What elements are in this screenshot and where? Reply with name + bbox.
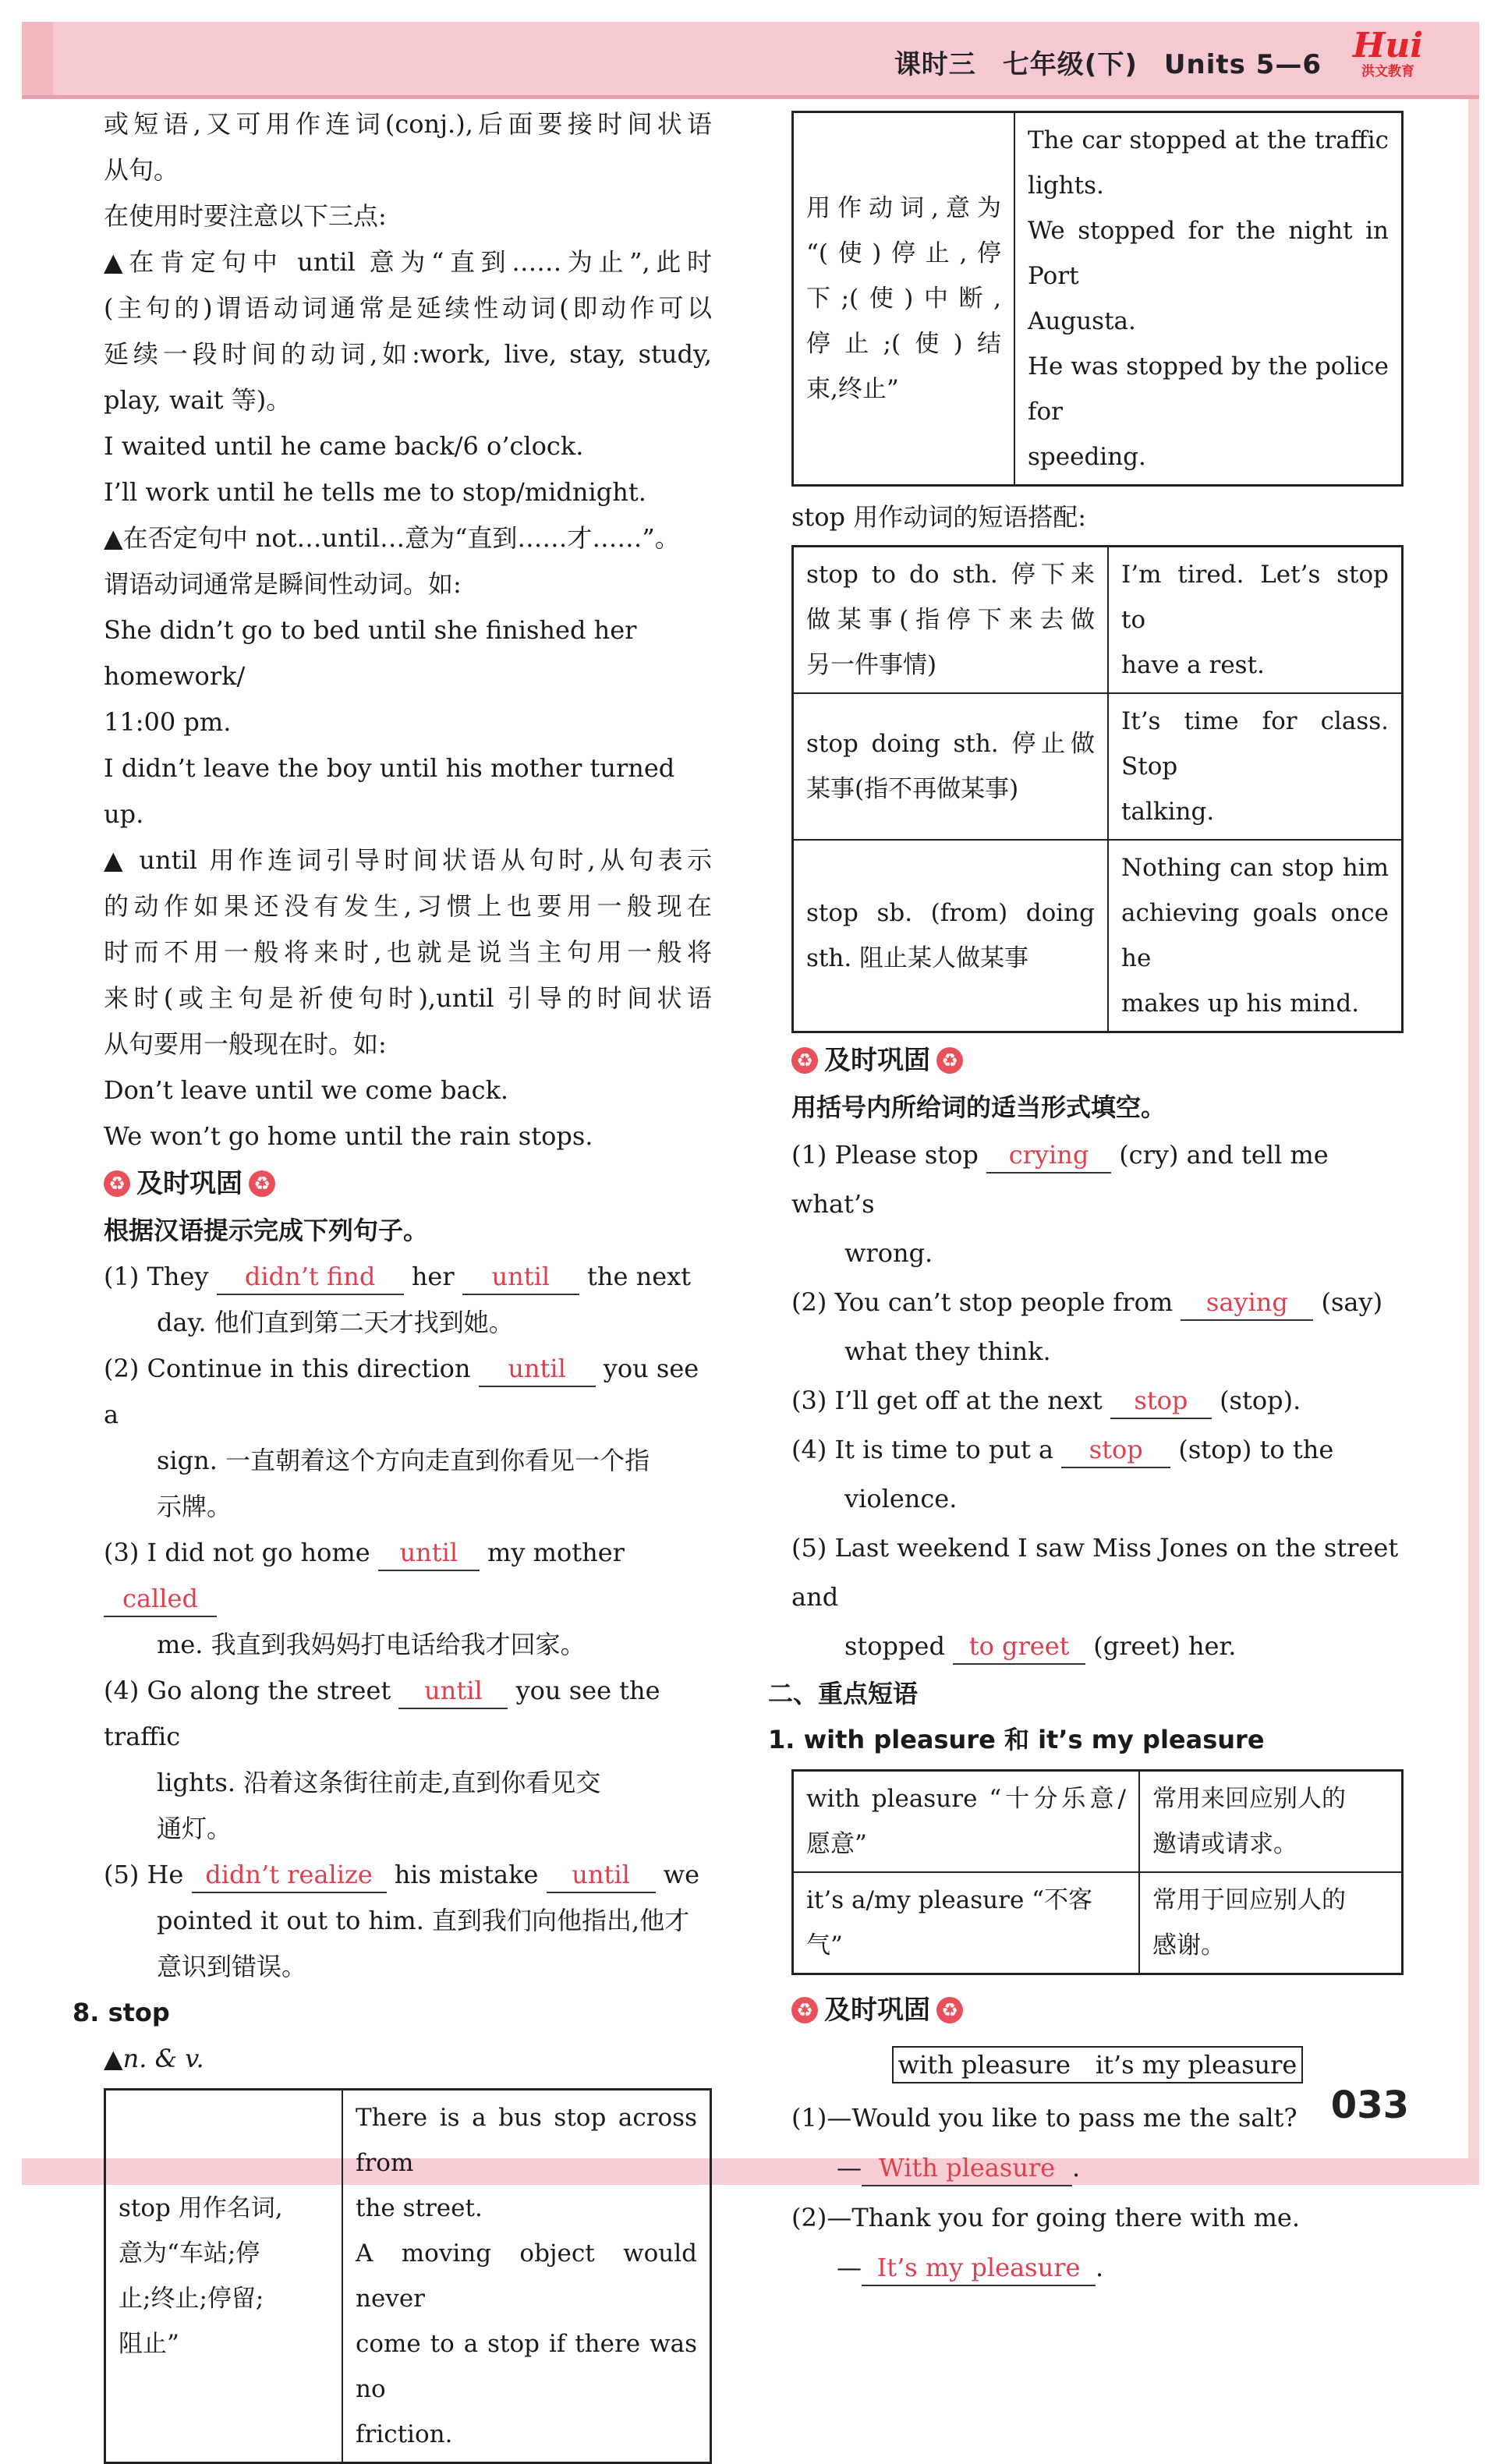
exercise-item: (1) Please stop crying (cry) and tell me what’s: [791, 1131, 1404, 1229]
answer-blank: It’s my pleasure: [862, 2250, 1096, 2286]
answer-blank: crying: [986, 1138, 1111, 1174]
running-header: [868, 43, 1322, 81]
text-line: 延续一段时间的动词,如:work, live, stay, study,: [104, 339, 712, 369]
exercise-line: day. 他们直到第二天才找到她。: [157, 1308, 514, 1337]
text-line: play, wait 等)。: [104, 385, 292, 415]
recycle-icon: ♻: [936, 1997, 963, 2023]
text-line: 时而不用一般将来时,也就是说当主句用一般将: [104, 937, 712, 967]
verb-usage-table: [791, 111, 1404, 487]
dialogue-exercises: [791, 2093, 1404, 2292]
table-row: [793, 1872, 1403, 1974]
exercise-item: (4) It is time to put a stop (stop) to the: [791, 1425, 1404, 1475]
exercise-line: what they think.: [844, 1336, 1051, 1366]
collocation-table: [791, 545, 1404, 1033]
exercise-line: sign. 一直朝着这个方向走直到你看见一个指: [157, 1446, 650, 1475]
exercise-line: pointed it out to him. 直到我们向他指出,他才: [157, 1906, 690, 1935]
page-number: 033: [1330, 2083, 1409, 2127]
text-line: 来时(或主句是祈使句时),until 引导的时间状语: [104, 983, 712, 1013]
text-line: 谓语动词通常是瞬间性动词。如:: [104, 569, 462, 599]
text-line: 从句。: [104, 155, 179, 185]
dialogue-answer: — It’s my pleasure .: [791, 2243, 1404, 2292]
section-heading: 二、重点短语: [768, 1679, 919, 1708]
table-row: [793, 840, 1403, 1032]
answer-blank: until: [398, 1673, 508, 1709]
logo-brand: 洪文教育: [1361, 64, 1414, 80]
exercise-line: violence.: [844, 1484, 958, 1513]
recycle-icon: ♻: [791, 1047, 818, 1074]
section-title: 8. stop: [73, 1998, 170, 2027]
recycle-icon: ♻: [936, 1047, 963, 1074]
text-line: ▲在否定句中 not…until…意为“直到……才……”。: [104, 523, 680, 553]
table-cell: Nothing can stop him achieving goals once he makes up his mind.: [1108, 840, 1403, 1032]
pleasure-table: [791, 1769, 1404, 1975]
answer-blank: until: [479, 1351, 596, 1387]
logo-mark: Hui: [1352, 26, 1424, 65]
answer-blank: until: [378, 1535, 480, 1571]
table-cell: stop to do sth. 停下来 做某事(指停下来去做 另一件事情): [793, 547, 1109, 694]
example-sentence: I’ll work until he tells me to stop/midnight.: [104, 477, 646, 507]
answer-blank: until: [462, 1259, 579, 1295]
recycle-icon: ♻: [249, 1170, 275, 1197]
text-line: 从句要用一般现在时。如:: [104, 1029, 387, 1059]
noun-usage-table: [104, 2088, 712, 2464]
exercise-line: stopped to greet (greet) her.: [791, 1622, 1404, 1671]
exercise-line: wrong.: [844, 1238, 933, 1268]
left-column: [73, 101, 712, 2464]
exercise-line: 示牌。: [157, 1492, 232, 1521]
practice-title: 及时巩固: [824, 1044, 930, 1076]
exercise-line: 意识到错误。: [157, 1952, 307, 1981]
dialogue-item: (2)—Thank you for going there with me.: [791, 2203, 1301, 2232]
table-cell: There is a bus stop across from the street. A moving object would never come to a stop if there was no friction.: [342, 2090, 711, 2463]
recycle-icon: ♻: [104, 1170, 130, 1197]
text-line: 的动作如果还没有发生,习惯上也要用一般现在: [104, 891, 712, 921]
units-label: Units 5—6: [1163, 49, 1322, 80]
exercise-item: (3) I’ll get off at the next stop (stop).: [791, 1376, 1404, 1425]
fill-in-exercises: [791, 1131, 1404, 1671]
lesson-label: 课时三: [894, 49, 976, 80]
header-band-left: [22, 22, 53, 96]
practice-heading: [791, 1986, 1404, 2034]
table-cell: stop doing sth. 停止做 某事(指不再做某事): [793, 693, 1109, 840]
dialogue-answer: — With pleasure .: [791, 2143, 1404, 2193]
table-cell: 常用于回应别人的 感谢。: [1139, 1872, 1403, 1974]
answer-blank: didn’t find: [217, 1259, 404, 1295]
header-rule: [22, 95, 1479, 99]
word-box-wrap: [791, 2042, 1404, 2088]
table-row: [105, 2090, 711, 2463]
example-sentence: She didn’t go to bed until she finished her homework/: [104, 615, 637, 691]
answer-blank: stop: [1110, 1383, 1212, 1419]
dialogue-item: (1)—Would you like to pass me the salt?: [791, 2103, 1297, 2133]
exercise-line: me. 我直到我妈妈打电话给我才回家。: [157, 1630, 586, 1659]
table-cell: 用作动词,意为 “(使)停止,停 下;(使)中断, 停止;(使)结 束,终止”: [793, 112, 1015, 486]
part-of-speech: ▲n. & v.: [104, 2044, 204, 2073]
text-line: 在使用时要注意以下三点:: [104, 201, 387, 231]
table-cell: It’s time for class. Stop talking.: [1108, 693, 1403, 840]
practice-instruction: 根据汉语提示完成下列句子。: [104, 1216, 429, 1245]
example-sentence: 11:00 pm.: [104, 707, 232, 737]
table-cell: with pleasure “十分乐意/ 愿意”: [793, 1771, 1140, 1873]
answer-blank: saying: [1181, 1285, 1313, 1321]
practice-heading: [104, 1159, 712, 1208]
exercise-item: (3) I did not go home until my mother called: [104, 1530, 712, 1622]
answer-blank: called: [104, 1581, 217, 1617]
exercise-item: (5) He didn’t realize his mistake until we: [104, 1852, 712, 1898]
table-row: [793, 112, 1403, 486]
table-cell: stop 用作名词, 意为“车站;停 止;终止;停留; 阻止”: [105, 2090, 343, 2463]
exercise-item: (4) Go along the street until you see the traffic: [104, 1668, 712, 1760]
text-line: ▲ until 用作连词引导时间状语从句时,从句表示: [104, 845, 712, 875]
exercise-item: (5) Last weekend I saw Miss Jones on the street and: [791, 1533, 1399, 1612]
exercise-line: lights. 沿着这条街往前走,直到你看见交: [157, 1768, 601, 1797]
example-sentence: I waited until he came back/6 o’clock.: [104, 431, 584, 461]
practice-title: 及时巩固: [136, 1167, 242, 1199]
exercise-item: (2) Continue in this direction until you see a: [104, 1346, 712, 1438]
word-box: with pleasure it’s my pleasure: [892, 2046, 1304, 2083]
table-cell: stop sb. (from) doing sth. 阻止某人做某事: [793, 840, 1109, 1032]
example-sentence: We won’t go home until the rain stops.: [104, 1121, 593, 1151]
example-sentence: Don’t leave until we come back.: [104, 1075, 509, 1105]
right-edge-band: [1468, 99, 1479, 2158]
exercise-item: (1) They didn’t find her until the next: [104, 1254, 712, 1300]
answer-blank: until: [547, 1857, 656, 1893]
practice-title: 及时巩固: [824, 1994, 930, 2026]
text-line: (主句的)谓语动词通常是延续性动词(即动作可以: [104, 293, 712, 323]
exercise-line: 通灯。: [157, 1814, 232, 1843]
table-cell: The car stopped at the traffic lights. We stopped for the night in Port Augusta. He was stopped by the police for speeding.: [1014, 112, 1403, 486]
phrase-title: 1. with pleasure 和 it’s my pleasure: [768, 1725, 1265, 1754]
exercise-item: (2) You can’t stop people from saying (say): [791, 1278, 1404, 1327]
table-row: [793, 1771, 1403, 1873]
table-cell: it’s a/my pleasure “不客气”: [793, 1872, 1140, 1974]
practice-instruction: 用括号内所给词的适当形式填空。: [791, 1092, 1166, 1122]
text-line: ▲在肯定句中 until 意为“直到……为止”,此时: [104, 247, 712, 277]
grade-label: 七年级(下): [1002, 49, 1138, 80]
recycle-icon: ♻: [791, 1997, 818, 2023]
text-line: 或短语,又可用作连词(conj.),后面要接时间状语: [104, 109, 712, 139]
example-sentence: I didn’t leave the boy until his mother turned up.: [104, 753, 675, 829]
table-row: [793, 547, 1403, 694]
answer-blank: to greet: [953, 1629, 1085, 1665]
publisher-logo: [1345, 28, 1431, 90]
practice-heading: [791, 1036, 1404, 1085]
text-line: stop 用作动词的短语搭配:: [791, 502, 1086, 532]
right-column: [768, 101, 1404, 2292]
answer-blank: With pleasure: [862, 2151, 1072, 2186]
table-row: [793, 693, 1403, 840]
table-cell: I’m tired. Let’s stop to have a rest.: [1108, 547, 1403, 694]
answer-blank: stop: [1061, 1432, 1170, 1468]
answer-blank: didn’t realize: [192, 1857, 387, 1893]
table-cell: 常用来回应别人的 邀请或请求。: [1139, 1771, 1403, 1873]
